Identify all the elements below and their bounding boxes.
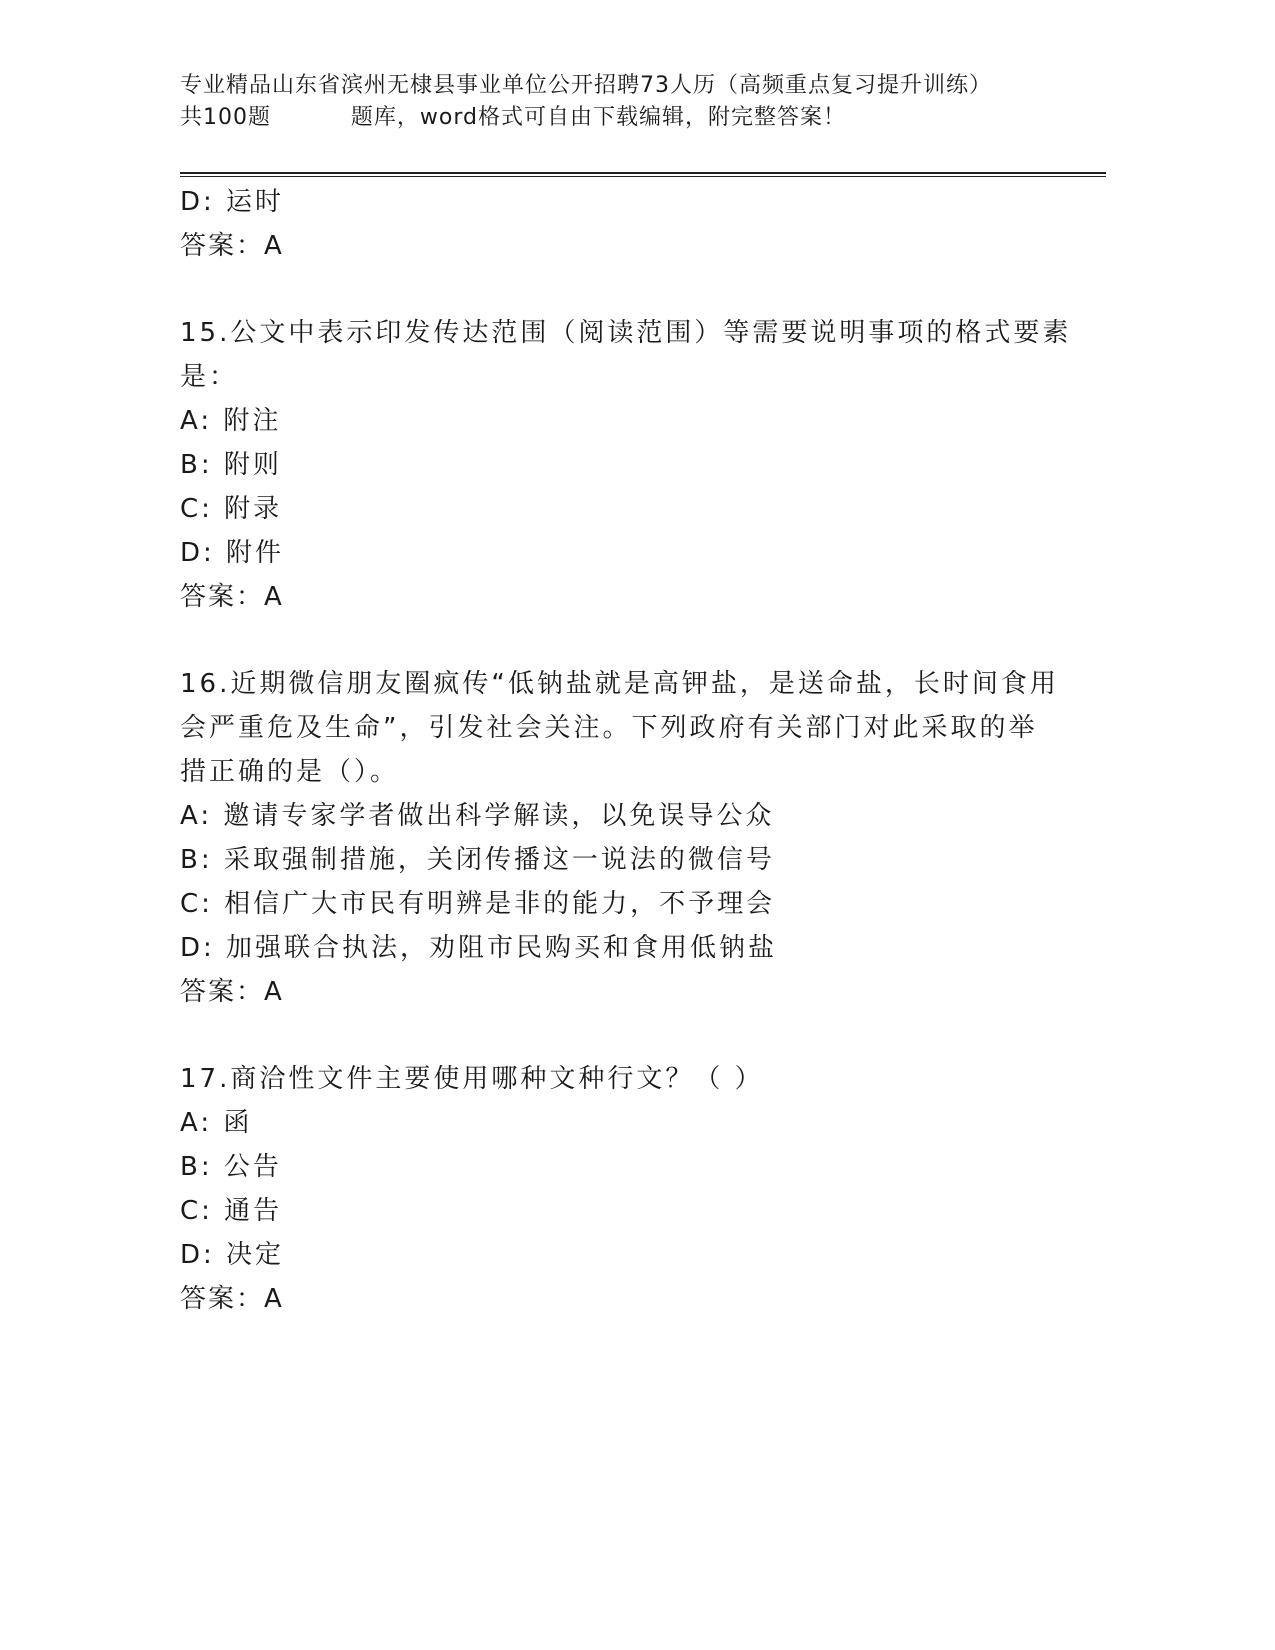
question-stem-line: 15.公文中表示印发传达范围（阅读范围）等需要说明事项的格式要素 bbox=[180, 318, 1072, 348]
option-a: A: 附注 bbox=[180, 406, 282, 436]
document-header bbox=[180, 70, 1110, 134]
question-stem-line: 是： bbox=[180, 362, 239, 392]
question-list bbox=[180, 180, 1080, 1321]
option-d: D: 决定 bbox=[180, 1240, 285, 1270]
option-b: B: 采取强制措施，关闭传播这一说法的微信号 bbox=[180, 845, 775, 875]
answer-label: 答案：A bbox=[180, 1284, 284, 1314]
option-a: A: 函 bbox=[180, 1108, 253, 1138]
option-c: C: 相信广大市民有明辨是非的能力，不予理会 bbox=[180, 889, 776, 919]
question-14-tail bbox=[180, 180, 1080, 268]
question-spacer bbox=[180, 268, 1080, 311]
answer-label: 答案：A bbox=[180, 582, 284, 612]
option-a: A: 邀请专家学者做出科学解读，以免误导公众 bbox=[180, 801, 775, 831]
header-title-line-1: 专业精品山东省滨州无棣县事业单位公开招聘73人历（高频重点复习提升训练） bbox=[180, 73, 992, 98]
option-d: D: 运时 bbox=[180, 187, 285, 217]
question-spacer bbox=[180, 1014, 1080, 1057]
question-stem-line: 17.商洽性文件主要使用哪种文种行文？（ ） bbox=[180, 1064, 764, 1094]
option-d: D: 加强联合执法，劝阻市民购买和食用低钠盐 bbox=[180, 933, 778, 963]
answer-label: 答案：A bbox=[180, 231, 284, 261]
header-title-line-2: 共100题 题库，word格式可自由下载编辑，附完整答案！ bbox=[180, 105, 847, 130]
question-17 bbox=[180, 1057, 1080, 1321]
header-divider bbox=[180, 172, 1106, 177]
option-c: C: 通告 bbox=[180, 1196, 283, 1226]
answer-label: 答案：A bbox=[180, 977, 284, 1007]
question-16 bbox=[180, 662, 1080, 1014]
question-spacer bbox=[180, 619, 1080, 662]
option-d: D: 附件 bbox=[180, 538, 285, 568]
option-c: C: 附录 bbox=[180, 494, 283, 524]
question-stem-line: 16.近期微信朋友圈疯传“低钠盐就是高钾盐，是送命盐，长时间食用 bbox=[180, 669, 1059, 699]
question-15 bbox=[180, 311, 1080, 619]
question-stem-line: 措正确的是（）。 bbox=[180, 757, 400, 787]
question-stem-line: 会严重危及生命”，引发社会关注。下列政府有关部门对此采取的举 bbox=[180, 713, 1038, 743]
option-b: B: 公告 bbox=[180, 1152, 282, 1182]
option-b: B: 附则 bbox=[180, 450, 282, 480]
